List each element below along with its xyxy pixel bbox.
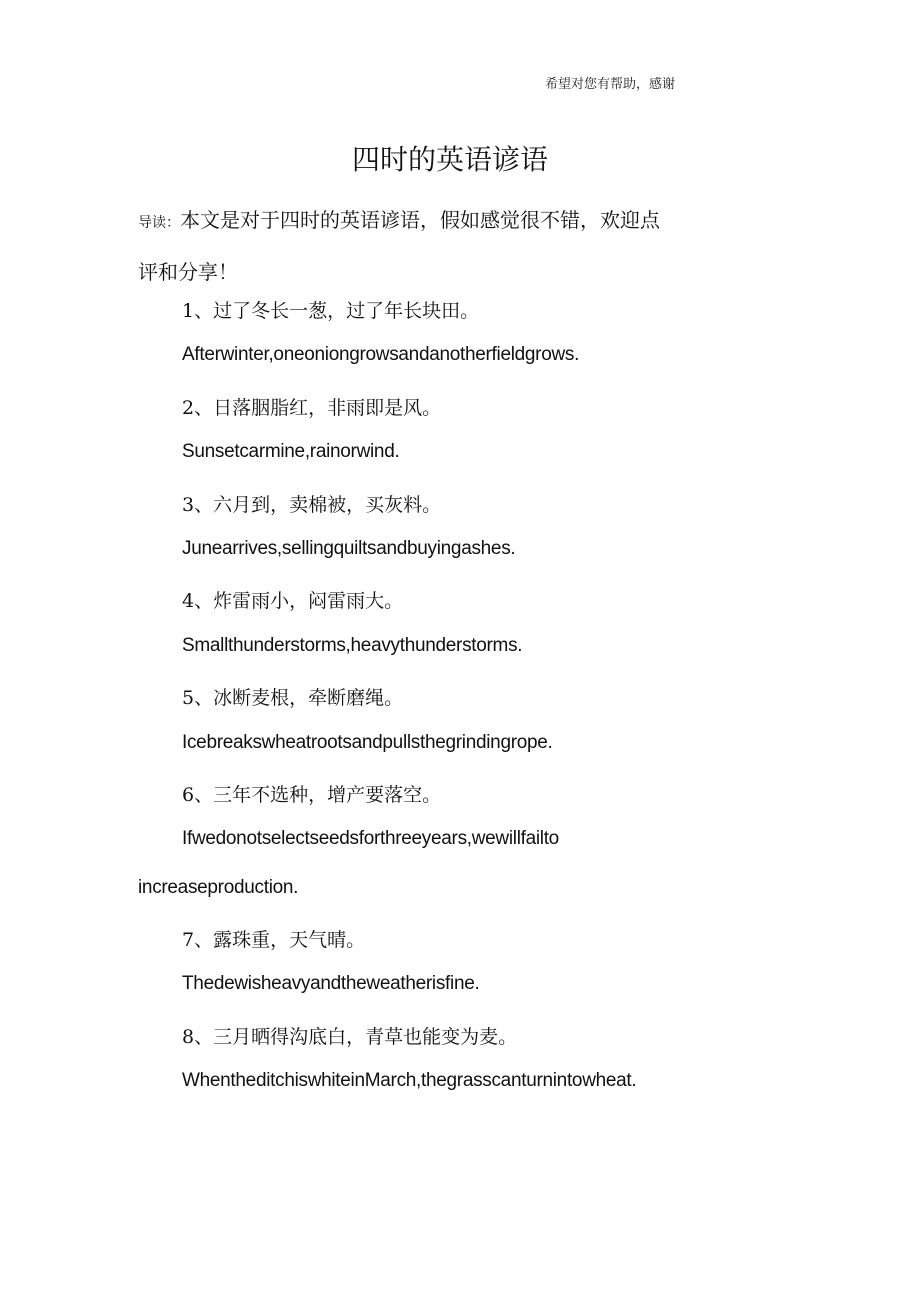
proverb-3-chinese: 3、六月到，卖棉被，买灰料。: [182, 494, 442, 516]
proverb-1-english: Afterwinter,oneoniongrowsandanotherfieldgrows.: [182, 344, 580, 365]
intro-text-line2: 评和分享！: [138, 260, 238, 284]
header-note: 希望对您有帮助，感谢: [545, 77, 676, 92]
intro-paragraph: [138, 196, 738, 297]
proverb-5-chinese: 5、冰断麦根，牵断磨绳。: [182, 687, 404, 709]
proverb-2-english: Sunsetcarmine,rainorwind.: [182, 441, 400, 462]
page-title: 四时的英语谚语: [351, 143, 548, 176]
proverb-7-chinese: 7、露珠重，天气晴。: [182, 929, 366, 951]
intro-text-line1: 本文是对于四时的英语谚语，假如感觉很不错，欢迎点: [180, 208, 660, 232]
proverb-5-english: Icebreakswheatrootsandpullsthegrindingrope.: [182, 732, 553, 753]
proverb-6-english: Ifwedonotselectseedsforthreeyears,wewillfailto: [182, 828, 559, 849]
proverb-4-english: Smallthunderstorms,heavythunderstorms.: [182, 635, 523, 656]
proverb-8-chinese: 8、三月晒得沟底白，青草也能变为麦。: [182, 1026, 518, 1048]
intro-label: 导读：: [138, 215, 180, 231]
proverb-6-chinese: 6、三年不选种，增产要落空。: [182, 784, 442, 806]
proverb-1-chinese: 1、过了冬长一葱，过了年长块田。: [182, 300, 480, 322]
proverb-4-chinese: 4、炸雷雨小，闷雷雨大。: [182, 590, 404, 612]
proverb-8-english: WhentheditchiswhiteinMarch,thegrasscanturnintowheat.: [182, 1070, 637, 1091]
proverb-2-chinese: 2、日落胭脂红，非雨即是风。: [182, 397, 442, 419]
proverb-6-english-continued: increaseproduction.: [138, 877, 299, 898]
proverb-7-english: Thedewisheavyandtheweatherisfine.: [182, 973, 480, 994]
proverb-3-english: Junearrives,sellingquiltsandbuyingashes.: [182, 538, 516, 559]
